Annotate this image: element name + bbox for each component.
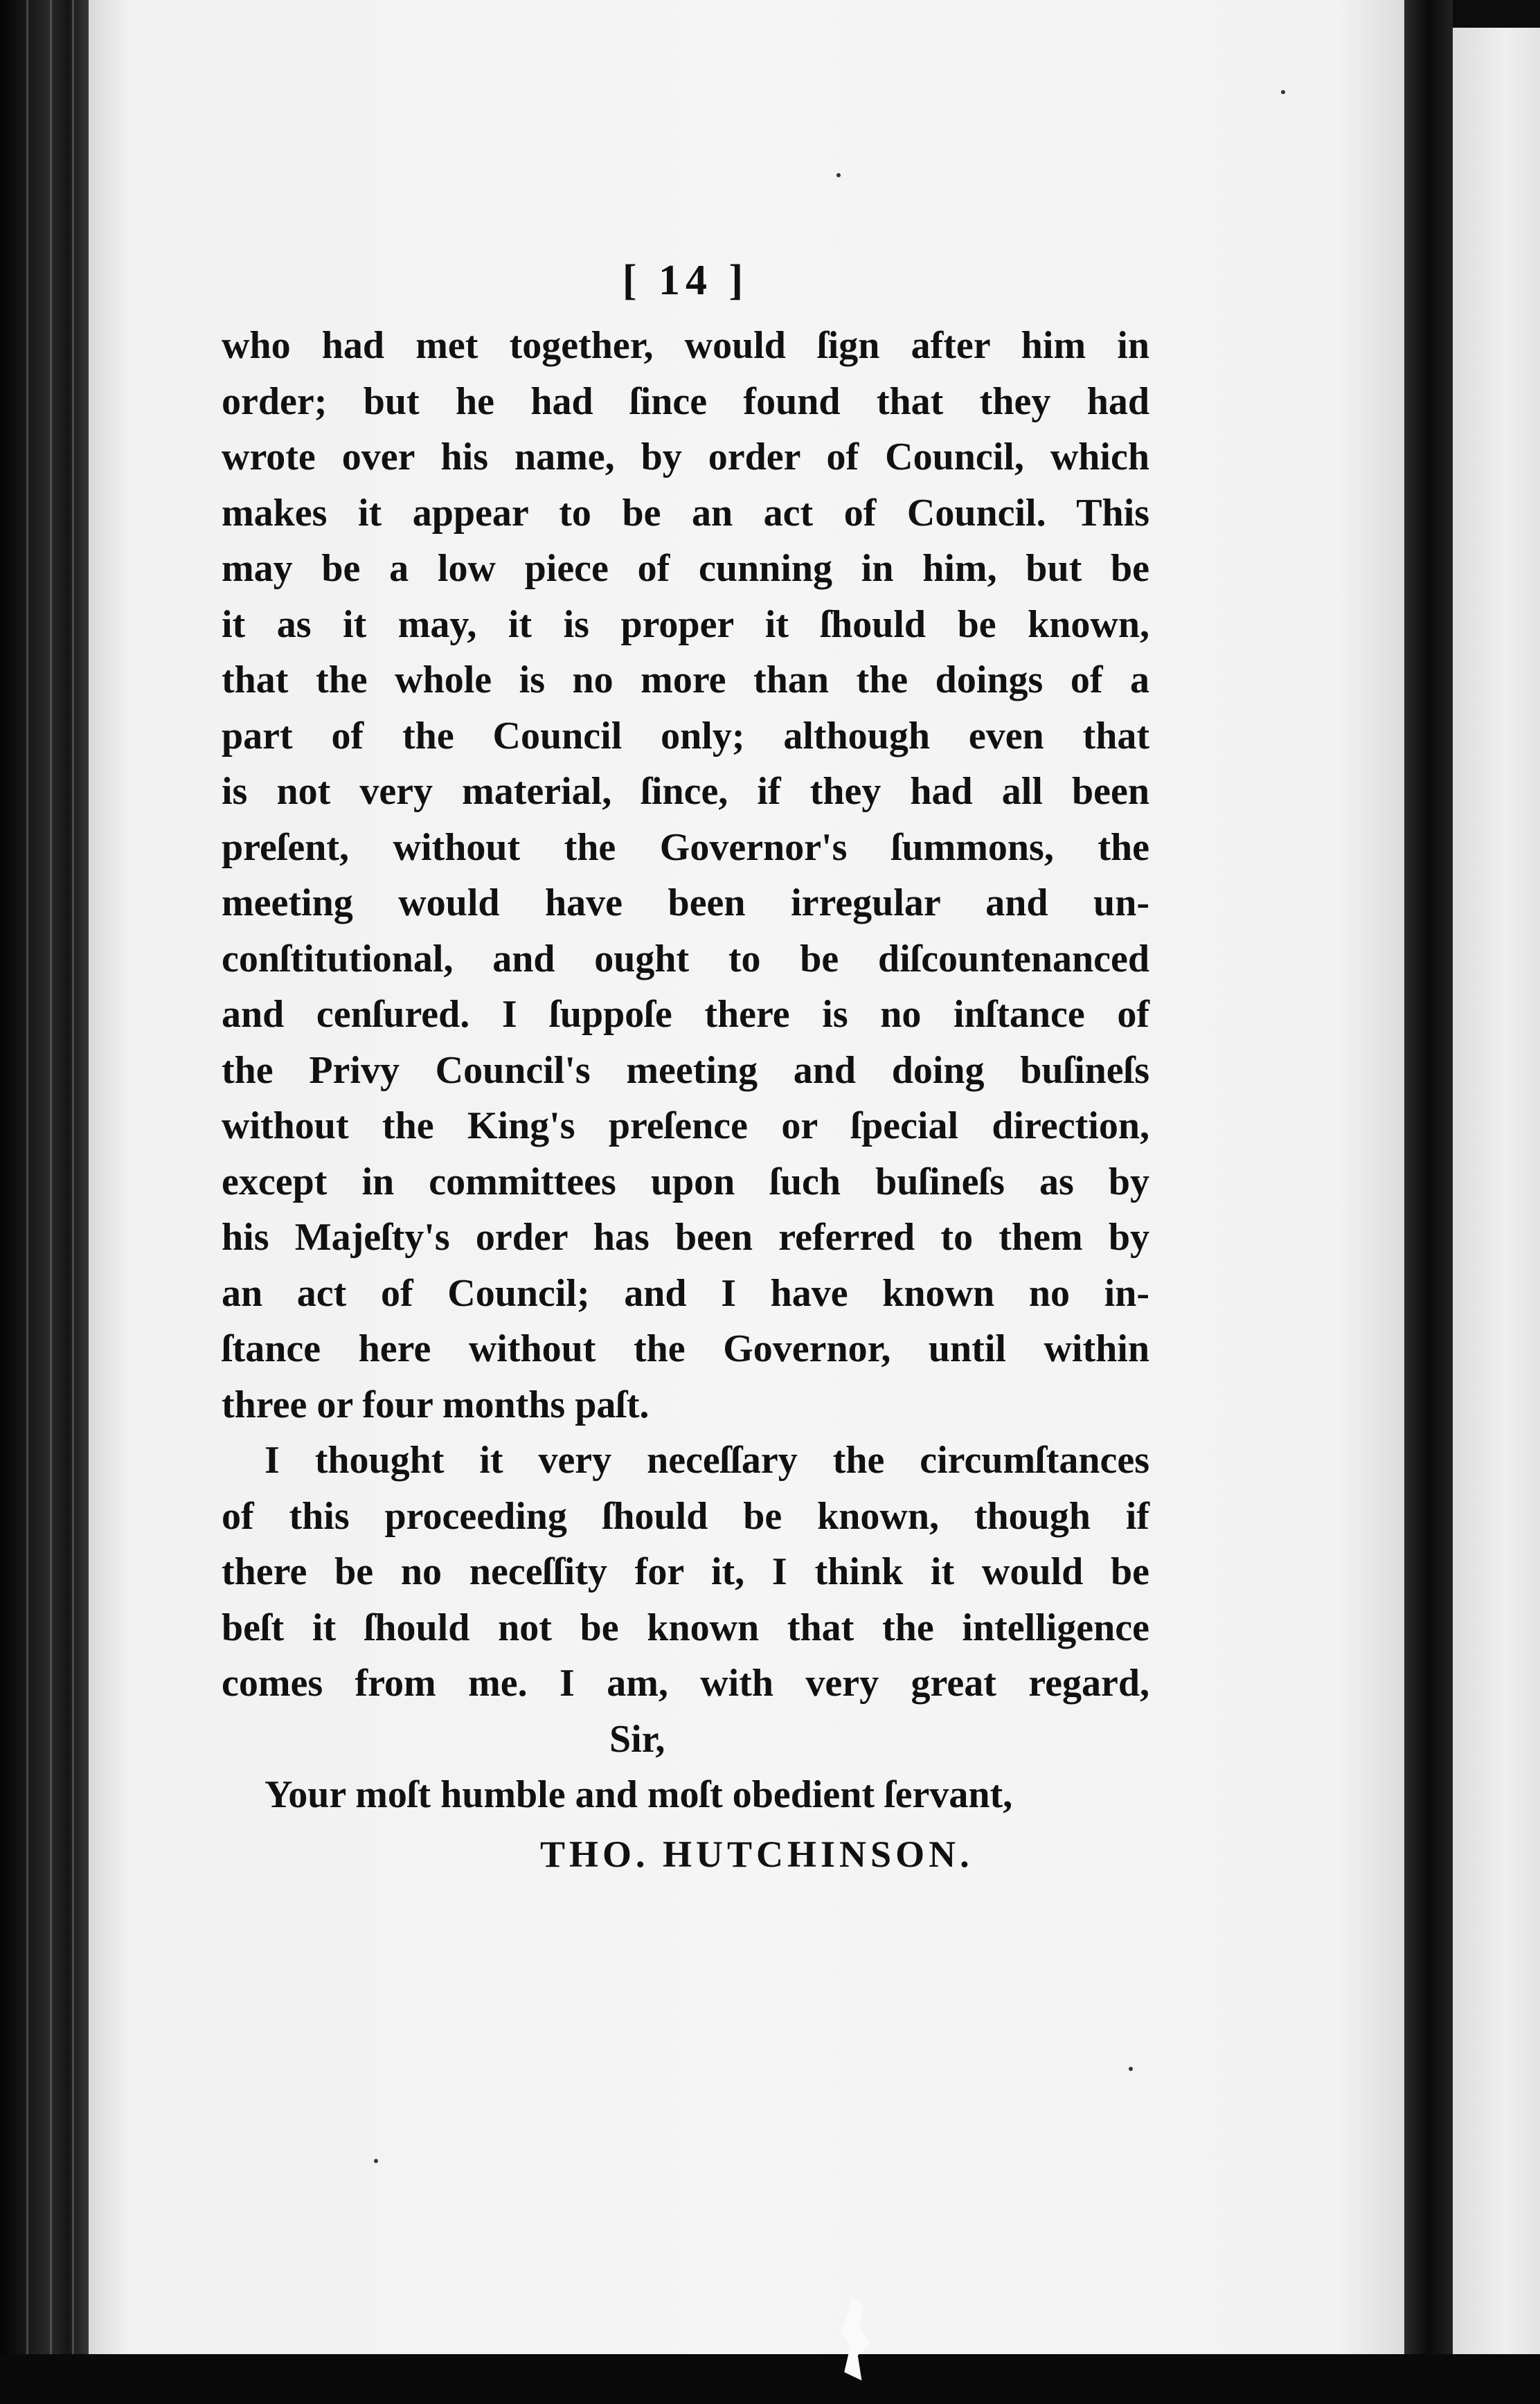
book-binding bbox=[0, 0, 90, 2404]
text-line: without the King's preſence or ſpecial direction, bbox=[222, 1104, 1149, 1147]
text-line: it as it may, it is proper it ſhould be known, bbox=[222, 602, 1149, 646]
text-line: may be a low piece of cunning in him, but be bbox=[222, 547, 1149, 590]
text-line: comes from me. I am, with very great regard, bbox=[222, 1662, 1149, 1705]
paper-speck bbox=[374, 2159, 378, 2163]
letter-text bbox=[222, 256, 1149, 1885]
text-line: his Majeſty's order has been referred to them by bbox=[222, 1216, 1149, 1259]
text-line: conſtitutional, and ought to be diſcountenanced bbox=[222, 937, 1149, 980]
paper-speck bbox=[836, 173, 841, 177]
signature: THO. HUTCHINSON. bbox=[540, 1833, 974, 1875]
bottom-edge bbox=[0, 2354, 1540, 2404]
text-line: three or four months paſt. bbox=[222, 1383, 650, 1426]
text-line: an act of Council; and I have known no in- bbox=[222, 1271, 1149, 1315]
text-line: there be no neceſſity for it, I think it would be bbox=[222, 1550, 1149, 1593]
next-page-edge bbox=[1453, 28, 1540, 2354]
text-line: and cenſured. I ſuppoſe there is no inſtance of bbox=[222, 993, 1149, 1036]
page-gutter bbox=[1404, 0, 1453, 2368]
text-line: the Privy Council's meeting and doing buſineſs bbox=[222, 1048, 1149, 1092]
text-line: I thought it very neceſſary the circumſtances bbox=[265, 1439, 1149, 1482]
text-line: of this proceeding ſhould be known, though if bbox=[222, 1494, 1149, 1538]
text-line: part of the Council only; although even that bbox=[222, 714, 1149, 757]
text-line: ſtance here without the Governor, until within bbox=[222, 1327, 1149, 1370]
text-line: meeting would have been irregular and un- bbox=[222, 881, 1149, 924]
salutation: Sir, bbox=[609, 1717, 665, 1761]
paper-speck bbox=[1281, 90, 1285, 94]
text-line: who had met together, would ſign after him in bbox=[222, 324, 1149, 367]
text-line: order; but he had ſince found that they had bbox=[222, 379, 1149, 423]
text-line: makes it appear to be an act of Council. This bbox=[222, 491, 1149, 535]
binding-line bbox=[26, 0, 28, 2404]
binding-line bbox=[50, 0, 52, 2404]
text-line: wrote over his name, by order of Council, which bbox=[222, 436, 1149, 478]
binding-line bbox=[72, 0, 74, 2404]
text-line: that the whole is no more than the doings of a bbox=[222, 658, 1149, 701]
paper-speck bbox=[1129, 2067, 1133, 2071]
text-line: except in committees upon ſuch buſineſs as by bbox=[222, 1160, 1149, 1203]
closing-line: Your moſt humble and moſt obedient ſervant, bbox=[265, 1773, 1013, 1816]
page-number: [ 14 ] bbox=[622, 257, 749, 304]
text-line: preſent, without the Governor's ſummons, the bbox=[222, 825, 1149, 869]
text-line: is not very material, ſince, if they had all been bbox=[222, 770, 1149, 813]
text-line: beſt it ſhould not be known that the intelligence bbox=[222, 1606, 1149, 1649]
